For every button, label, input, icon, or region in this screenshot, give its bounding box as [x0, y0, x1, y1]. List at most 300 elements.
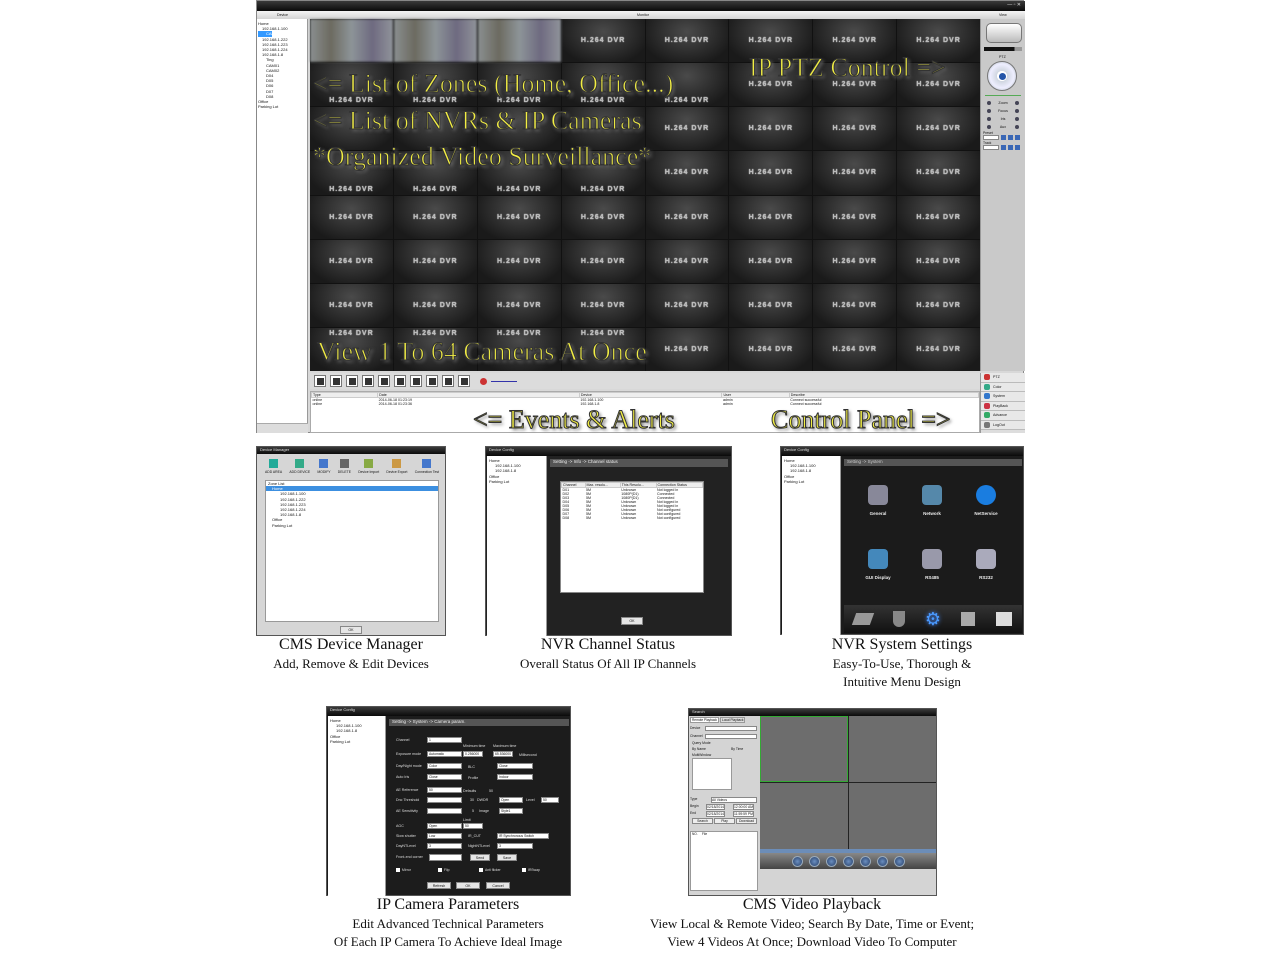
dm-tool-button[interactable]	[386, 459, 407, 479]
channel-cell: Unknown	[621, 488, 637, 492]
tree-item[interactable]	[489, 479, 544, 484]
video-cell[interactable]	[646, 19, 729, 62]
cs-col-header[interactable]: Max. resolu...	[585, 483, 620, 488]
mute-icon[interactable]	[480, 378, 487, 385]
ptz-zoom-plus[interactable]	[1015, 101, 1019, 105]
dm-tree-label: Zone List	[268, 481, 285, 486]
dm-tool-button[interactable]	[317, 459, 330, 479]
ptz-focus-row	[983, 107, 1023, 115]
preview-box	[986, 23, 1022, 43]
video-cell[interactable]	[310, 240, 393, 283]
channel-cell: Not configured	[657, 516, 681, 520]
cell-label: H.264 DVR	[413, 213, 458, 221]
send-button[interactable]: Send	[470, 854, 490, 861]
rs232-icon	[976, 549, 996, 569]
ptz-aux-plus[interactable]	[1015, 125, 1019, 129]
field-max_time[interactable]: 65.536000	[495, 752, 512, 756]
tree-item[interactable]	[330, 739, 383, 744]
cell-label: H.264 DVR	[916, 213, 961, 221]
advance-icon	[984, 412, 990, 418]
dm-tree-item[interactable]	[266, 523, 438, 528]
video-cell[interactable]	[813, 328, 896, 371]
channel-cell: Not configured	[657, 512, 681, 516]
label-min_time: Minimum time	[463, 744, 486, 748]
layout-2x2-button[interactable]	[330, 375, 342, 387]
file-list[interactable]	[690, 831, 758, 891]
cs-col-header[interactable]: Channel	[562, 483, 586, 488]
multiwindow-list[interactable]	[692, 758, 732, 790]
cell-label: H.264 DVR	[580, 37, 626, 45]
event-cell: 192.168.1.100	[580, 398, 604, 402]
monitor-header: Monitor	[637, 13, 649, 17]
value-defaults: 50	[489, 789, 493, 793]
ss-bottom-bar	[844, 605, 1022, 633]
by-name-radio: By Name	[692, 747, 706, 751]
search-button[interactable]: Search	[692, 818, 713, 824]
field-autoiris[interactable]: Close	[427, 774, 462, 780]
ptz-aux-minus[interactable]	[987, 125, 991, 129]
tree-item-label: D05	[266, 78, 274, 84]
control-label: Color	[993, 384, 1002, 389]
cs-tree[interactable]	[487, 456, 547, 636]
file-list-col-header: NO.	[692, 832, 698, 836]
field-level[interactable]: 50	[541, 797, 559, 803]
cell-label: H.264 DVR	[664, 97, 710, 105]
save-button[interactable]: Save	[497, 854, 517, 861]
channel-cell: D05	[562, 504, 570, 508]
dm-zone-tree[interactable]	[265, 480, 439, 622]
cell-label: H.264 DVR	[329, 257, 374, 265]
channel-cell: 5M	[586, 492, 591, 496]
pause-icon[interactable]	[809, 856, 820, 867]
cell-label: H.264 DVR	[748, 81, 794, 89]
ptz-focus-minus[interactable]	[987, 109, 991, 113]
video-cell[interactable]	[310, 19, 393, 62]
video-cell[interactable]	[729, 196, 812, 239]
cell-label: H.264 DVR	[748, 257, 794, 265]
field-ae_ref[interactable]: 50	[427, 787, 462, 793]
field-profile[interactable]: Indoor	[497, 774, 533, 780]
cp-tree[interactable]	[328, 716, 386, 896]
ss-item-rs232[interactable]	[951, 549, 1021, 580]
events-col-header[interactable]: Describe	[789, 393, 978, 398]
control-ptz-button[interactable]	[981, 373, 1025, 383]
events-col-header[interactable]: Type	[312, 393, 378, 398]
header-row	[257, 11, 1025, 19]
cell-label: H.264 DVR	[832, 213, 877, 221]
channel-cell: Connected	[657, 496, 675, 500]
ok-button[interactable]: OK	[340, 626, 362, 634]
video-cell[interactable]	[478, 240, 561, 283]
playback-pane-1[interactable]	[760, 716, 848, 782]
field-agc[interactable]: Open	[427, 823, 462, 829]
next-icon[interactable]	[894, 856, 905, 867]
label-ircut: IR_CUT	[468, 834, 481, 838]
video-cell[interactable]	[646, 284, 729, 327]
label-corner: Front-end corner	[396, 855, 423, 859]
video-cell[interactable]	[813, 284, 896, 327]
dm-tree-label: 192.168.1.8	[280, 512, 302, 518]
layout-4x4-button[interactable]	[378, 375, 390, 387]
tab-0[interactable]: Remote Playback	[692, 718, 717, 722]
ptz-track-action-icon[interactable]	[1001, 145, 1006, 150]
video-cell[interactable]	[813, 240, 896, 283]
cell-label: H.264 DVR	[496, 329, 542, 337]
layout-5x5-icon	[397, 378, 404, 385]
control-label: LogOut	[993, 422, 1005, 427]
label-agc: AGC	[396, 824, 404, 828]
overlay-events: <= Events & Alerts	[473, 405, 675, 434]
layout-toolbar	[310, 373, 980, 389]
tree-item-label: D06	[266, 83, 274, 89]
video-cell[interactable]	[394, 196, 477, 239]
layout-5x5-button[interactable]	[394, 375, 406, 387]
field-exposure[interactable]: Automatic	[427, 751, 462, 757]
volume-slider[interactable]	[491, 381, 517, 382]
tree-item[interactable]	[258, 104, 306, 109]
channel-cell: D01	[562, 488, 570, 492]
ss-item-label: RS232	[979, 575, 993, 580]
layout-3x3-icon	[365, 378, 372, 385]
video-cell[interactable]	[729, 328, 812, 371]
ptz-iris-plus[interactable]	[1015, 117, 1019, 121]
dm-tree-label: Parking Lot	[272, 522, 293, 528]
tree-item-label: D04	[266, 73, 274, 79]
ss-item-label: GUI Display	[865, 575, 891, 580]
channel-cell: 5M	[586, 508, 591, 512]
video-cell[interactable]	[310, 196, 393, 239]
cancel-button[interactable]: Cancel	[486, 882, 510, 889]
shield-icon[interactable]	[893, 611, 905, 627]
video-cell[interactable]	[478, 19, 561, 62]
device-select[interactable]	[705, 726, 757, 731]
refresh-button[interactable]: Refresh	[427, 882, 451, 889]
layout-1x1-button[interactable]	[314, 375, 326, 387]
ptz-preset-action-icon[interactable]	[1001, 135, 1006, 140]
caption-channel-status-sub: Overall Status Of All IP Channels	[519, 656, 697, 671]
dm-tool-button[interactable]	[265, 459, 282, 479]
cell-label: H.264 DVR	[916, 37, 961, 45]
field-dayntlevel[interactable]: 3	[427, 843, 462, 849]
caption-device-manager-sub: Add, Remove & Edit Devices	[273, 656, 429, 671]
cell-label: H.264 DVR	[329, 329, 374, 337]
tree-item-label: 192.168.1.8	[262, 52, 284, 58]
video-cell[interactable]	[729, 240, 812, 283]
device-header: Device	[277, 13, 288, 17]
playback-controls	[760, 853, 936, 869]
cell-label: H.264 DVR	[413, 301, 458, 309]
control-color-button[interactable]	[981, 383, 1025, 393]
ae-sens-slider[interactable]	[427, 808, 462, 814]
cell-label: H.264 DVR	[832, 257, 877, 265]
layout-3x3-button[interactable]	[362, 375, 374, 387]
video-cell[interactable]	[813, 107, 896, 150]
dm-tree-label: Office	[272, 517, 283, 523]
type-select: All Videos	[711, 797, 757, 803]
ptz-icon	[984, 374, 990, 380]
playback-pane-4[interactable]	[849, 783, 937, 849]
cell-label: H.264 DVR	[413, 185, 458, 193]
field-ircut[interactable]: IR Synchronous Switch	[497, 833, 549, 839]
event-cell: 2014-06-18 01:23:19	[378, 398, 412, 402]
title-bar: Search	[689, 709, 936, 716]
title-bar: Device Config	[781, 447, 1023, 456]
checkbox-antiflicker[interactable]	[479, 868, 483, 872]
channel-row[interactable]	[562, 516, 703, 520]
label-autoiris: Auto Iris	[396, 775, 410, 779]
corner-field[interactable]	[429, 854, 462, 861]
video-cell[interactable]	[562, 196, 645, 239]
ptz-focus-plus[interactable]	[1015, 109, 1019, 113]
video-cell[interactable]	[478, 196, 561, 239]
ptz-iris-row	[983, 115, 1023, 123]
events-col-header[interactable]: Device	[579, 393, 722, 398]
tree-item-label: Home	[258, 21, 269, 26]
ptz-track-action-icon[interactable]	[1008, 145, 1013, 150]
video-cell[interactable]	[646, 107, 729, 150]
cell-label: H.264 DVR	[916, 81, 961, 89]
events-col-header[interactable]: Date	[378, 393, 580, 398]
ptz-preset-select[interactable]	[983, 135, 999, 140]
video-cell[interactable]	[729, 284, 812, 327]
camera-params-window	[326, 706, 571, 896]
video-cell[interactable]	[646, 240, 729, 283]
overlay-organized: *Organized Video Surveillance*	[313, 142, 652, 171]
ptz-title: PTZ	[999, 55, 1006, 59]
cell-label: H.264 DVR	[580, 257, 626, 265]
ok-button[interactable]: OK	[621, 617, 643, 625]
cell-label: H.264 DVR	[580, 213, 626, 221]
device-tree[interactable]	[257, 19, 308, 423]
cell-label: H.264 DVR	[664, 257, 710, 265]
overlay-view64: View 1 To 64 Cameras At Once	[317, 337, 647, 366]
caption-playback-sub2: View 4 Videos At Once; Download Video To Computer	[667, 934, 957, 949]
ptz-zoom-row	[983, 99, 1023, 107]
tree-item-label: Parking Lot	[330, 738, 351, 744]
logout-icon	[984, 422, 990, 428]
tree-item-label: D08	[266, 93, 274, 99]
value-ae-sens: 5	[472, 809, 474, 813]
channel-cell: 5M	[586, 488, 591, 492]
storage-icon[interactable]	[852, 613, 874, 625]
cell-label: H.264 DVR	[832, 169, 877, 177]
layout-6x6-button[interactable]	[410, 375, 422, 387]
ptz-zoom-minus[interactable]	[987, 101, 991, 105]
playback-pane-2[interactable]	[849, 716, 937, 782]
playback-video-grid[interactable]	[760, 716, 936, 849]
control-system-button[interactable]	[981, 392, 1025, 402]
field-limit[interactable]: 50	[463, 823, 483, 829]
video-cell[interactable]	[394, 240, 477, 283]
video-cell[interactable]	[394, 19, 477, 62]
video-cell[interactable]	[897, 240, 980, 283]
tree-item-label: Office	[489, 473, 500, 479]
step-icon[interactable]	[843, 856, 854, 867]
tree-item-label: 192.168.1.100	[262, 26, 288, 32]
control-playback-button[interactable]	[981, 402, 1025, 412]
cell-label: H.264 DVR	[916, 257, 961, 265]
events-col-header[interactable]: User	[722, 393, 789, 398]
title-bar: Device Config	[327, 707, 570, 716]
ptz-iris-minus[interactable]	[987, 117, 991, 121]
ok-button[interactable]: OK	[456, 882, 480, 889]
video-cell[interactable]	[478, 284, 561, 327]
video-cell[interactable]	[394, 284, 477, 327]
general-icon	[868, 485, 888, 505]
dm-tool-button[interactable]	[358, 459, 379, 479]
cell-label: H.264 DVR	[664, 213, 710, 221]
video-cell[interactable]	[897, 196, 980, 239]
ptz-preset-action-icon[interactable]	[1015, 135, 1020, 140]
field-daynight[interactable]: Color	[427, 763, 462, 769]
control-logout-button[interactable]	[981, 421, 1025, 431]
ptz-iris-label: Iris	[1000, 117, 1006, 121]
video-cell[interactable]	[813, 151, 896, 194]
control-label: PlayBack	[993, 403, 1008, 408]
checkbox-flip[interactable]	[438, 868, 442, 872]
rewind-icon[interactable]	[877, 856, 888, 867]
ptz-center-icon[interactable]	[999, 73, 1006, 80]
control-panel	[980, 373, 1025, 433]
tree-item-label: Office	[784, 473, 795, 479]
layout-fullscreen-button[interactable]	[458, 375, 470, 387]
play-button[interactable]: Play	[714, 818, 735, 824]
caption-playback: CMS Video Playback	[742, 896, 882, 913]
video-cell[interactable]	[729, 107, 812, 150]
ss-tree[interactable]	[782, 456, 841, 635]
ptz-preset-action-icon[interactable]	[1008, 135, 1013, 140]
title-bar: Device Config	[486, 447, 731, 456]
dm-toolbar	[265, 459, 439, 479]
cs-col-header[interactable]: This Resolu...	[620, 483, 656, 488]
checkbox-mirror[interactable]	[396, 868, 400, 872]
field-nightntlevel[interactable]: 3	[497, 843, 533, 849]
tree-item[interactable]	[784, 479, 838, 484]
video-cell[interactable]	[562, 284, 645, 327]
field-min_time[interactable]: 0.256000	[463, 751, 483, 757]
checkbox-flip-label: Flip	[444, 868, 450, 872]
fast-forward-icon[interactable]	[860, 856, 871, 867]
dm-tree-label: 192.168.1.100	[280, 491, 306, 497]
cell-label: H.264 DVR	[748, 345, 794, 353]
channel-cell: Not logged in	[657, 488, 679, 492]
field-image[interactable]: Style1	[499, 808, 523, 814]
caption-camera-params: IP Camera Parameters	[376, 896, 520, 913]
tree-search-bar[interactable]	[257, 423, 308, 433]
video-cell[interactable]	[562, 19, 645, 62]
dnc-slider[interactable]	[427, 797, 462, 803]
download-button[interactable]: Download	[736, 818, 757, 824]
checkbox-ir[interactable]	[522, 868, 526, 872]
video-cell[interactable]	[310, 284, 393, 327]
caption-camera-params-sub2: Of Each IP Camera To Achieve Ideal Image	[333, 934, 563, 949]
video-cell[interactable]	[897, 284, 980, 327]
ptz-track-select[interactable]	[983, 145, 999, 150]
caption-camera-params-sub1: Edit Advanced Technical Parameters	[352, 916, 544, 931]
tab-1[interactable]: Local Playback	[721, 718, 744, 722]
video-cell[interactable]	[646, 151, 729, 194]
dm-tool-button[interactable]	[338, 459, 351, 479]
tools-icon[interactable]	[961, 612, 975, 626]
play-icon[interactable]	[792, 856, 803, 867]
channel-cell: 5M	[586, 504, 591, 508]
field-blc[interactable]: Close	[497, 763, 533, 769]
cs-col-header[interactable]: Connection Status	[656, 483, 702, 488]
volume-bar[interactable]	[984, 47, 1022, 51]
label-dnc: Dnc Threshold	[396, 798, 420, 802]
ptz-track-label: Track	[983, 141, 992, 145]
cell-label: H.264 DVR	[496, 97, 542, 105]
info-list-icon[interactable]	[996, 612, 1012, 626]
label-nightntlevel: NightNTLevel	[468, 844, 490, 848]
tree-item-label: Parking Lot	[784, 478, 805, 484]
cs-table-box	[560, 481, 704, 593]
control-advance-button[interactable]	[981, 411, 1025, 421]
device-label: Device	[690, 726, 701, 730]
video-cell[interactable]	[646, 196, 729, 239]
ss-breadcrumb: Setting -> System	[844, 459, 1022, 466]
cell-label: H.264 DVR	[496, 185, 542, 193]
ss-item-netservice[interactable]	[951, 485, 1021, 516]
video-cell[interactable]	[897, 107, 980, 150]
label-blc: BLC	[468, 765, 475, 769]
field-slow[interactable]: Low	[427, 833, 462, 839]
channel-select[interactable]	[705, 734, 757, 739]
ptz-track-action-icon[interactable]	[1015, 145, 1020, 150]
ptz-controls	[983, 99, 1023, 151]
video-cell[interactable]	[646, 328, 729, 371]
video-cell[interactable]	[897, 328, 980, 371]
system-settings-window	[780, 446, 1024, 635]
label-ae_ref: AE Reference	[396, 788, 419, 792]
netservice-icon	[976, 485, 996, 505]
playback-pane-3[interactable]	[760, 783, 848, 849]
cell-label: H.264 DVR	[664, 125, 710, 133]
layout-1+5-button[interactable]	[346, 375, 358, 387]
caption-device-manager: CMS Device Manager	[279, 636, 423, 653]
field-channel[interactable]: 1	[427, 737, 462, 743]
dm-tool-button[interactable]	[415, 459, 439, 479]
channel-cell: D03	[562, 496, 570, 500]
gear-icon[interactable]: ⚙	[924, 608, 942, 629]
tree-item-label: Parking Lot	[258, 104, 279, 110]
video-cell[interactable]	[897, 151, 980, 194]
layout-8x8-button[interactable]	[442, 375, 454, 387]
dm-tool-button[interactable]	[289, 459, 310, 479]
end-label: End	[690, 811, 697, 815]
ptz-direction-pad[interactable]	[987, 61, 1017, 91]
begin-date: 02/18/2014	[707, 805, 724, 809]
label-max_time: Maximum time	[493, 744, 517, 748]
video-cell[interactable]	[562, 240, 645, 283]
field-dwdr[interactable]: Open	[499, 797, 523, 803]
stop-icon[interactable]	[826, 856, 837, 867]
overlay-zones: <= List of Zones (Home, Office...)	[313, 69, 674, 98]
cell-label: H.264 DVR	[580, 97, 626, 105]
channel-cell: 1080P(D1)	[621, 492, 639, 496]
dm-tool-icon	[422, 459, 431, 468]
window-controls[interactable]: — ▫ ✕	[1007, 2, 1021, 8]
video-cell[interactable]	[813, 196, 896, 239]
cell-label: H.264 DVR	[748, 125, 794, 133]
cell-label: H.264 DVR	[580, 185, 626, 193]
label-slow: Slow shutter	[396, 834, 416, 838]
cms-main-window	[256, 0, 1024, 433]
video-cell[interactable]	[729, 151, 812, 194]
tree-item-label: Office	[330, 733, 341, 739]
layout-7x7-button[interactable]	[426, 375, 438, 387]
caption-system-settings: NVR System Settings	[831, 636, 973, 653]
